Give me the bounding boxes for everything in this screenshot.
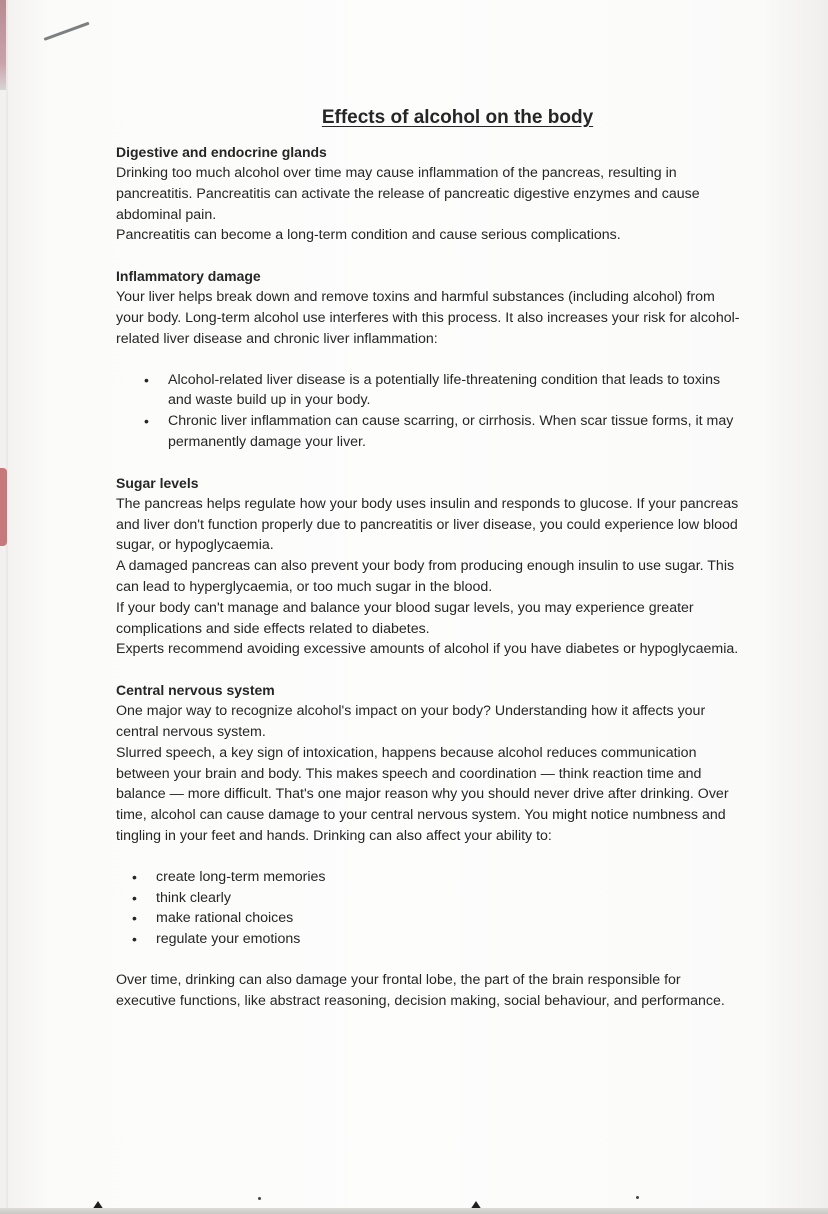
paragraph: A damaged pancreas can also prevent your body from producing enough insulin to use sugar. This can lead to hyperglycaemia, or too much sugar in the blood. [116, 558, 735, 595]
bullet-list [116, 370, 741, 453]
paragraph: Slurred speech, a key sign of intoxication, happens because alcohol reduces communication between your brain and body. This makes speech and coordination — think reaction time and balance — more difficult. That's one major reason why you should never drive after drinking. Over time, alcohol can cause damage to your central nervous system. You might notice numbness and tingling in your feet and hands. Drinking can also affect your ability to: [116, 744, 729, 844]
section-inflammatory [116, 266, 741, 453]
section-heading: Sugar levels [116, 474, 199, 491]
closing-paragraph: Over time, drinking can also damage your frontal lobe, the part of the brain responsible for executive functions, like abstract reasoning, decision making, social behaviour, and performance. [116, 971, 725, 1009]
paragraph: The pancreas helps regulate how your body uses insulin and responds to glucose. If your pancreas and liver don't function properly due to pancreatitis or liver disease, you could experience low blood sugar, or hypoglycaemia. [116, 495, 739, 554]
list-item: • Alcohol-related liver disease is a potentially life-threatening condition that leads to toxins and waste build up in your body. [168, 370, 741, 412]
section-sugar [116, 473, 741, 660]
list-item: • regulate your emotions [156, 929, 741, 950]
list-item: • make rational choices [156, 908, 741, 929]
paragraph: Drinking too much alcohol over time may cause inflammation of the pancreas, resulting in pancreatitis. Pancreatitis can activate the release of pancreatic digestive enzymes and cause abdominal pain. [116, 165, 700, 223]
speck [636, 1196, 639, 1199]
section-cns [116, 680, 741, 1011]
paragraph: One major way to recognize alcohol's impact on your body? Understanding how it affects your central nervous system. [116, 703, 706, 740]
paragraph: Your liver helps break down and remove toxins and harmful substances (including alcohol) from your body. Long-term alcohol use interferes with this process. It also increases your risk for alcohol-related liver disease and chronic liver inflammation: [116, 289, 740, 347]
section-heading: Central nervous system [116, 682, 275, 699]
pencil-mark [43, 22, 89, 41]
paragraph: Experts recommend avoiding excessive amounts of alcohol if you have diabetes or hypoglycaemia. [116, 641, 739, 658]
speck [258, 1197, 261, 1200]
page-bottom-edge [0, 1208, 828, 1214]
bullet-list [116, 867, 741, 950]
section-digestive [116, 142, 741, 246]
paragraph: Pancreatitis can become a long-term condition and cause serious complications. [116, 227, 621, 244]
section-heading: Inflammatory damage [116, 268, 261, 285]
section-heading: Digestive and endocrine glands [116, 144, 327, 160]
paragraph: If your body can't manage and balance your blood sugar levels, you may experience greater complications and side effects related to diabetes. [116, 599, 694, 637]
list-item: • Chronic liver inflammation can cause scarring, or cirrhosis. When scar tissue forms, it may permanently damage your liver. [168, 411, 741, 453]
document-title: Effects of alcohol on the body [321, 107, 594, 128]
document-body [116, 104, 741, 1032]
list-item: • think clearly [156, 888, 741, 909]
red-tab-marker [0, 468, 7, 546]
list-item: • create long-term memories [156, 867, 741, 888]
page-edge-line [6, 0, 8, 1214]
